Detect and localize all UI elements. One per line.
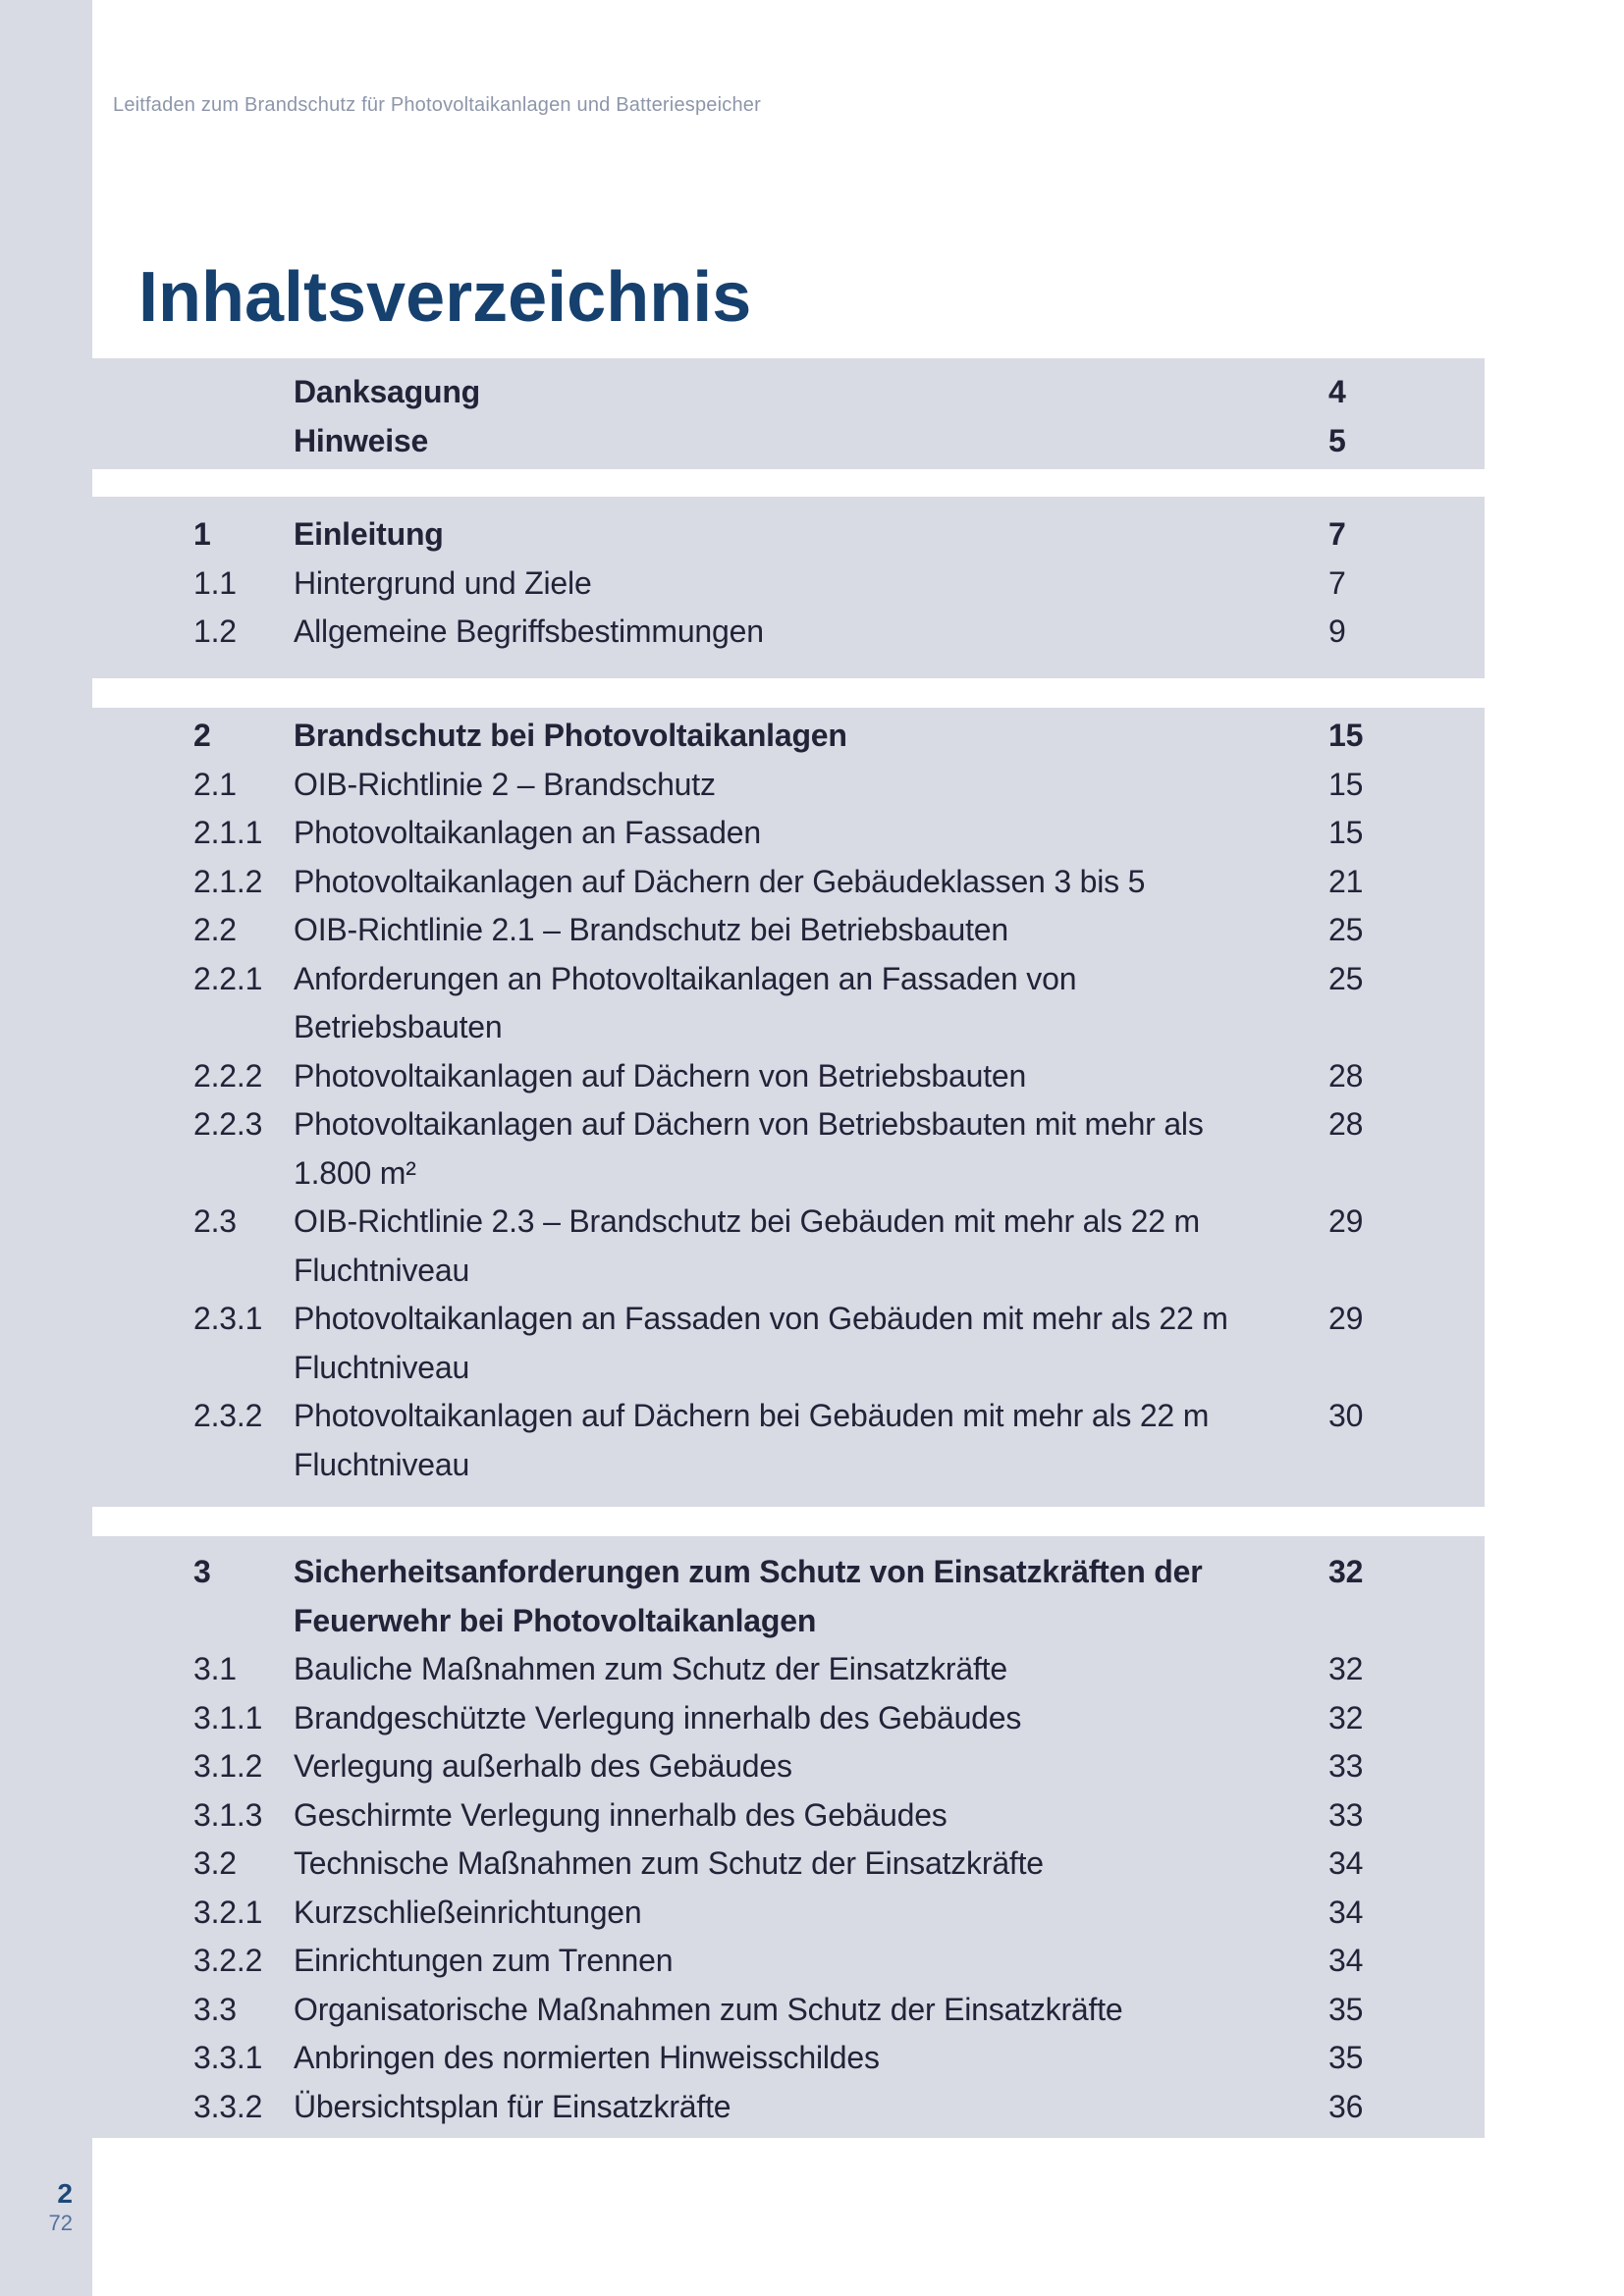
toc-entry-number: 2.1.2 <box>193 863 263 899</box>
toc-entry-title <box>294 1548 1485 1645</box>
toc-entry-number: 2.3.1 <box>193 1301 263 1336</box>
toc-entry <box>92 2083 1485 2132</box>
toc-entry-number: 3.1 <box>193 1651 237 1686</box>
toc-entry-title-line: Hintergrund und Ziele <box>294 564 592 601</box>
toc-entry-title <box>294 368 1485 417</box>
toc-entry-title-line: OIB-Richtlinie 2.1 – Brandschutz bei Betriebsbauten <box>294 912 1008 947</box>
toc-entry-number: 3.1.1 <box>193 1699 263 1735</box>
toc-entry-title <box>294 906 1485 955</box>
toc-entry-number: 1.2 <box>193 614 237 649</box>
toc-entry <box>92 1052 1485 1101</box>
toc-entry-number: 3.2.2 <box>193 1943 263 1978</box>
toc-block <box>92 497 1485 678</box>
footer-page-indicator <box>0 2178 73 2237</box>
toc-entry-title-line: 1.800 m² <box>294 1154 416 1191</box>
toc-entry-number: 3 <box>193 1554 211 1589</box>
toc-entry-title <box>294 608 1485 657</box>
toc-entry-page: 15 <box>1328 718 1364 753</box>
toc-entry <box>92 1889 1485 1938</box>
toc-entry-page: 30 <box>1328 1398 1364 1433</box>
toc-entry-title <box>294 1645 1485 1694</box>
toc-entry-page: 29 <box>1328 1203 1364 1239</box>
toc-entry-number: 1 <box>193 516 211 552</box>
page-title: Inhaltsverzeichnis <box>138 258 752 338</box>
toc-entry-title <box>294 1742 1485 1791</box>
toc-entry <box>92 809 1485 858</box>
toc-entry <box>92 608 1485 657</box>
toc-entry <box>92 1694 1485 1743</box>
toc-entry-title <box>294 417 1485 466</box>
toc-entry-page: 32 <box>1328 1554 1364 1589</box>
toc-entry-page: 34 <box>1328 1943 1364 1978</box>
toc-entry-page: 25 <box>1328 912 1364 947</box>
toc-entry-page: 34 <box>1328 1845 1364 1881</box>
toc-entry-number: 2.2 <box>193 912 237 947</box>
toc-entry-title <box>294 955 1485 1052</box>
toc-entry <box>92 1100 1485 1198</box>
toc-entry-number: 2.1 <box>193 766 237 802</box>
footer-total-pages: 72 <box>48 2211 73 2235</box>
toc-entry-page: 33 <box>1328 1748 1364 1784</box>
footer-current-page: 2 <box>57 2178 73 2209</box>
toc-entry-title <box>294 510 1485 560</box>
toc-entry-page: 28 <box>1328 1057 1364 1094</box>
toc-entry-title <box>294 1052 1485 1101</box>
toc-entry-number: 2.2.3 <box>193 1106 263 1142</box>
toc-entry-title <box>294 1937 1485 1986</box>
toc-entry-number: 2.3 <box>193 1203 237 1239</box>
toc-entry-title <box>294 1694 1485 1743</box>
toc-entry-number: 2.1.1 <box>193 815 263 850</box>
toc-entry-page: 32 <box>1328 1651 1364 1686</box>
running-header: Leitfaden zum Brandschutz für Photovoltaikanlagen und Batteriespeicher <box>113 94 761 116</box>
toc-entry <box>92 858 1485 907</box>
toc-entry-number: 3.3 <box>193 1991 237 2027</box>
toc-entry-number: 3.2.1 <box>193 1894 263 1930</box>
toc-entry <box>92 906 1485 955</box>
toc-entry-title-line: Danksagung <box>294 374 481 409</box>
toc-entry-page: 5 <box>1328 422 1346 458</box>
toc-entry-number: 2.2.2 <box>193 1057 263 1094</box>
toc-entry-page: 29 <box>1328 1301 1364 1336</box>
toc-entry-title <box>294 2083 1485 2132</box>
toc-entry <box>92 1198 1485 1295</box>
toc-entry-number: 3.3.2 <box>193 2088 263 2124</box>
toc-entry-title-line: Anforderungen an Photovoltaikanlagen an Fassaden von <box>294 960 1077 996</box>
toc-entry-title-line: Bauliche Maßnahmen zum Schutz der Einsatzkräfte <box>294 1651 1007 1686</box>
toc-entry-title <box>294 560 1485 609</box>
toc-entry-number: 1.1 <box>193 564 237 601</box>
toc-entry-title-line: OIB-Richtlinie 2.3 – Brandschutz bei Gebäuden mit mehr als 22 m <box>294 1203 1200 1239</box>
toc-entry <box>92 2034 1485 2083</box>
toc-entry <box>92 560 1485 609</box>
toc-entry <box>92 1295 1485 1392</box>
toc-entry-title-line: Brandschutz bei Photovoltaikanlagen <box>294 718 847 753</box>
toc-entry-title <box>294 1392 1485 1489</box>
toc-entry-page: 35 <box>1328 1991 1364 2027</box>
toc-entry-page: 36 <box>1328 2088 1364 2124</box>
toc-entry-title <box>294 2034 1485 2083</box>
toc-entry-title-line: Fluchtniveau <box>294 1252 470 1288</box>
toc-entry-page: 25 <box>1328 960 1364 996</box>
toc-entry <box>92 1791 1485 1841</box>
toc-entry-number: 3.1.3 <box>193 1796 263 1833</box>
toc-entry-title-line: Photovoltaikanlagen an Fassaden <box>294 815 761 850</box>
toc-entry-number: 3.1.2 <box>193 1748 263 1784</box>
toc-entry-page: 15 <box>1328 766 1364 802</box>
toc-entry <box>92 1548 1485 1645</box>
toc-entry-page: 34 <box>1328 1894 1364 1930</box>
toc-entry-title <box>294 1986 1485 2035</box>
toc-entry-page: 28 <box>1328 1106 1364 1142</box>
toc-entry <box>92 1742 1485 1791</box>
toc-entry-number: 2 <box>193 718 211 753</box>
toc-entry-title-line: Hinweise <box>294 422 429 458</box>
toc-entry-page: 4 <box>1328 374 1346 409</box>
toc-entry <box>92 955 1485 1052</box>
toc-entry-title-line: Technische Maßnahmen zum Schutz der Einsatzkräfte <box>294 1845 1044 1881</box>
toc-entry-title <box>294 712 1485 761</box>
toc-entry <box>92 1937 1485 1986</box>
toc-entry-title-line: Geschirmte Verlegung innerhalb des Gebäudes <box>294 1796 947 1833</box>
toc-entry-page: 9 <box>1328 614 1346 649</box>
toc-entry-title-line: Photovoltaikanlagen auf Dächern von Betriebsbauten <box>294 1057 1027 1094</box>
toc-entry <box>92 1392 1485 1489</box>
toc-entry-title-line: Übersichtsplan für Einsatzkräfte <box>294 2088 731 2124</box>
toc-entry-page: 33 <box>1328 1796 1364 1833</box>
toc-entry-title-line: Fluchtniveau <box>294 1446 470 1482</box>
toc-entry-title <box>294 1791 1485 1841</box>
toc-entry-title-line: Kurzschließeinrichtungen <box>294 1894 642 1930</box>
toc-entry-number: 2.3.2 <box>193 1398 263 1433</box>
toc-block <box>92 1536 1485 2138</box>
toc-entry-title-line: Betriebsbauten <box>294 1009 503 1044</box>
toc-entry <box>92 761 1485 810</box>
left-margin-band <box>0 0 92 2296</box>
toc-entry-page: 35 <box>1328 2040 1364 2075</box>
toc-entry-title-line: Photovoltaikanlagen an Fassaden von Gebäuden mit mehr als 22 m <box>294 1301 1228 1336</box>
toc-entry-title-line: OIB-Richtlinie 2 – Brandschutz <box>294 766 716 802</box>
toc-entry-title-line: Organisatorische Maßnahmen zum Schutz der Einsatzkräfte <box>294 1991 1123 2027</box>
toc-block <box>92 358 1485 469</box>
toc-entry-title-line: Feuerwehr bei Photovoltaikanlagen <box>294 1602 817 1638</box>
toc-entry-title <box>294 761 1485 810</box>
toc-entry-title-line: Allgemeine Begriffsbestimmungen <box>294 614 764 649</box>
toc-entry-title <box>294 1840 1485 1889</box>
toc-entry <box>92 510 1485 560</box>
toc-entry <box>92 368 1485 417</box>
toc-entry-page: 7 <box>1328 564 1346 601</box>
toc-entry-page: 15 <box>1328 815 1364 850</box>
toc-entry <box>92 1986 1485 2035</box>
toc-entry-title <box>294 1198 1485 1295</box>
toc-entry-title-line: Verlegung außerhalb des Gebäudes <box>294 1748 792 1784</box>
toc-entry-title <box>294 1889 1485 1938</box>
toc-entry-title-line: Brandgeschützte Verlegung innerhalb des Gebäudes <box>294 1699 1022 1735</box>
toc-entry-title-line: Fluchtniveau <box>294 1349 470 1385</box>
toc-entry-title-line: Photovoltaikanlagen auf Dächern von Betriebsbauten mit mehr als <box>294 1106 1204 1142</box>
toc-entry-title-line: Photovoltaikanlagen auf Dächern der Gebäudeklassen 3 bis 5 <box>294 863 1146 899</box>
toc-entry-number: 3.2 <box>193 1845 237 1881</box>
toc-entry-title <box>294 1295 1485 1392</box>
toc-entry <box>92 1840 1485 1889</box>
toc-entry-title-line: Einleitung <box>294 516 444 552</box>
toc-entry-title-line: Anbringen des normierten Hinweisschildes <box>294 2040 880 2075</box>
toc-entry-title <box>294 858 1485 907</box>
toc-entry <box>92 417 1485 466</box>
toc-entry-title <box>294 1100 1485 1198</box>
toc-entry <box>92 712 1485 761</box>
toc-entry-title <box>294 809 1485 858</box>
toc-entry <box>92 1645 1485 1694</box>
toc-block <box>92 708 1485 1507</box>
toc-entry-page: 7 <box>1328 516 1346 552</box>
toc-entry-page: 21 <box>1328 863 1364 899</box>
toc-entry-number: 2.2.1 <box>193 960 263 996</box>
toc-entry-page: 32 <box>1328 1699 1364 1735</box>
toc-entry-title-line: Einrichtungen zum Trennen <box>294 1943 674 1978</box>
toc-entry-number: 3.3.1 <box>193 2040 263 2075</box>
toc-entry-title-line: Photovoltaikanlagen auf Dächern bei Gebäuden mit mehr als 22 m <box>294 1398 1210 1433</box>
toc-entry-title-line: Sicherheitsanforderungen zum Schutz von Einsatzkräften der <box>294 1554 1203 1589</box>
